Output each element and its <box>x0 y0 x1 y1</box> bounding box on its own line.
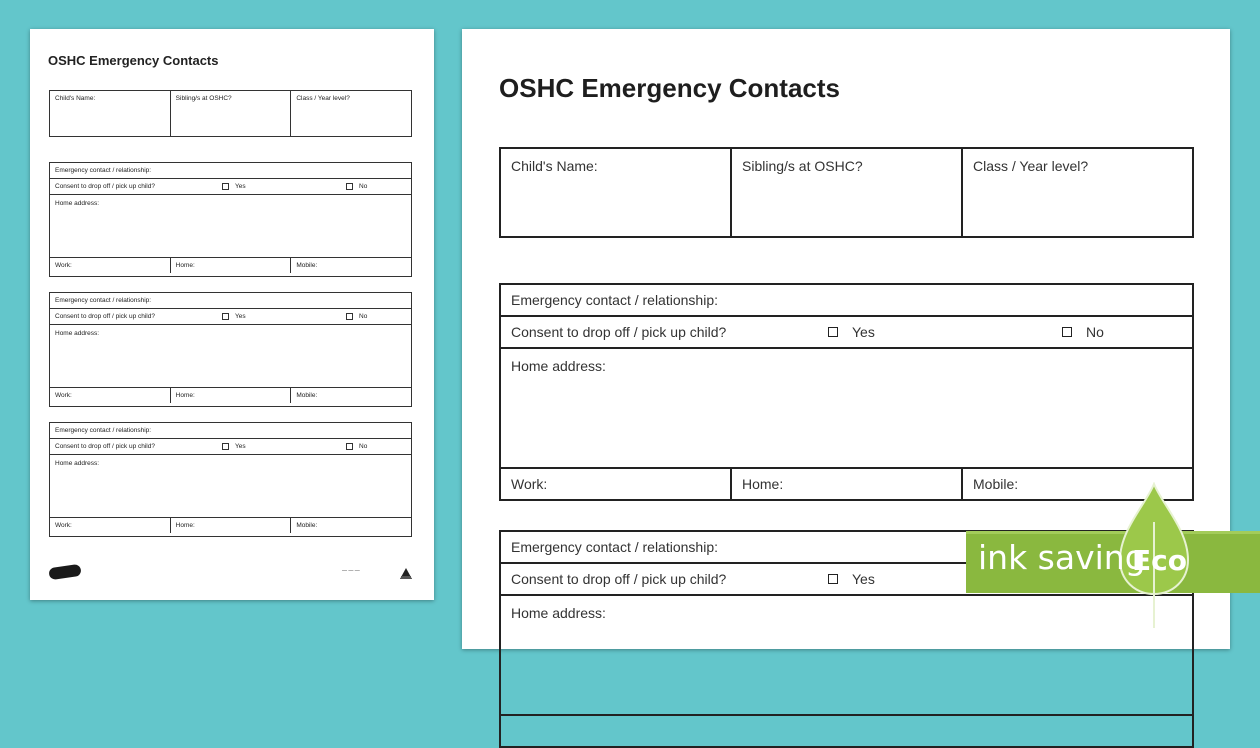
consent-label: Consent to drop off / pick up child? <box>55 313 155 320</box>
address-label: Home address: <box>511 605 606 621</box>
yes-option <box>222 439 246 454</box>
yes-label: Yes <box>235 183 246 190</box>
phones-row <box>50 388 411 403</box>
no-label: No <box>359 183 368 190</box>
contact-section <box>499 283 1194 501</box>
consent-label: Consent to drop off / pick up child? <box>511 324 727 340</box>
child-info-table <box>499 147 1194 238</box>
work-label: Work: <box>50 388 171 403</box>
contact-row <box>50 163 411 179</box>
address-label: Home address: <box>55 330 100 337</box>
checkbox-icon <box>1062 327 1072 337</box>
consent-label: Consent to drop off / pick up child? <box>55 443 155 450</box>
work-label: Work: <box>501 469 732 501</box>
no-label: No <box>1086 324 1104 340</box>
consent-row <box>501 317 1192 349</box>
address-row <box>50 195 411 258</box>
siblings-cell: Sibling/s at OSHC? <box>171 91 292 136</box>
no-label: No <box>359 313 368 320</box>
address-row <box>50 325 411 388</box>
checkbox-icon <box>828 574 838 584</box>
yes-label: Yes <box>235 443 246 450</box>
checkbox-icon <box>346 183 353 190</box>
thumbnail-child-info-table <box>49 90 412 137</box>
contact-label: Emergency contact / relationship: <box>511 539 718 555</box>
contact-label: Emergency contact / relationship: <box>55 167 152 174</box>
yes-option <box>222 179 246 194</box>
page-title: OSHC Emergency Contacts <box>499 73 840 103</box>
checkbox-icon <box>222 313 229 320</box>
home-label: Home: <box>171 258 292 273</box>
thumbnail-page <box>30 29 434 600</box>
no-option <box>346 439 367 454</box>
yes-label: Yes <box>852 324 875 340</box>
work-label: Work: <box>50 258 171 273</box>
class-year-cell: Class / Year level? <box>973 158 1089 174</box>
thumbnail-title: OSHC Emergency Contacts <box>48 53 219 68</box>
leaf-logo-icon <box>398 566 414 580</box>
phones-row <box>50 518 411 533</box>
checkbox-icon <box>346 443 353 450</box>
consent-row <box>50 439 411 455</box>
mobile-label: Mobile: <box>296 262 318 269</box>
consent-row <box>50 309 411 325</box>
contact-row <box>50 293 411 309</box>
contact-row <box>501 285 1192 317</box>
address-row <box>501 349 1192 469</box>
ink-saving-badge <box>966 482 1260 630</box>
home-label: Home: <box>732 469 963 501</box>
checkbox-icon <box>346 313 353 320</box>
consent-label: Consent to drop off / pick up child? <box>511 571 727 587</box>
thumbnail-contact-section <box>49 292 412 407</box>
thumbnail-contact-section <box>49 422 412 537</box>
contact-label: Emergency contact / relationship: <box>55 297 152 304</box>
checkbox-icon <box>222 443 229 450</box>
mobile-label: Mobile: <box>973 476 1019 492</box>
footer-fine-print: — — — <box>342 568 360 574</box>
siblings-cell: Sibling/s at OSHC? <box>732 149 963 236</box>
yes-label: Yes <box>852 571 875 587</box>
mobile-label: Mobile: <box>296 522 318 529</box>
brand-logo-icon <box>48 564 81 580</box>
checkbox-icon <box>828 327 838 337</box>
contact-label: Emergency contact / relationship: <box>511 292 718 308</box>
mobile-label: Mobile: <box>296 392 318 399</box>
yes-label: Yes <box>235 313 246 320</box>
consent-row <box>50 179 411 195</box>
no-option <box>1062 317 1104 348</box>
address-label: Home address: <box>55 460 100 467</box>
eco-label: Eco <box>1132 544 1187 577</box>
ink-saving-label: ink saving <box>978 538 1146 577</box>
child-name-cell: Child's Name: <box>501 149 732 236</box>
child-name-cell: Child's Name: <box>50 91 171 136</box>
no-option <box>346 309 367 324</box>
checkbox-icon <box>222 183 229 190</box>
work-label: Work: <box>50 518 171 533</box>
phones-row <box>50 258 411 273</box>
home-label: Home: <box>171 518 292 533</box>
consent-label: Consent to drop off / pick up child? <box>55 183 155 190</box>
no-label: No <box>359 443 368 450</box>
yes-option <box>828 564 875 595</box>
address-label: Home address: <box>511 358 606 374</box>
yes-option <box>222 309 246 324</box>
contact-row <box>50 423 411 439</box>
no-option <box>346 179 367 194</box>
yes-option <box>828 317 875 348</box>
address-row <box>50 455 411 518</box>
thumbnail-contact-section <box>49 162 412 277</box>
home-label: Home: <box>171 388 292 403</box>
class-year-cell: Class / Year level? <box>296 95 350 102</box>
address-label: Home address: <box>55 200 100 207</box>
contact-label: Emergency contact / relationship: <box>55 427 152 434</box>
